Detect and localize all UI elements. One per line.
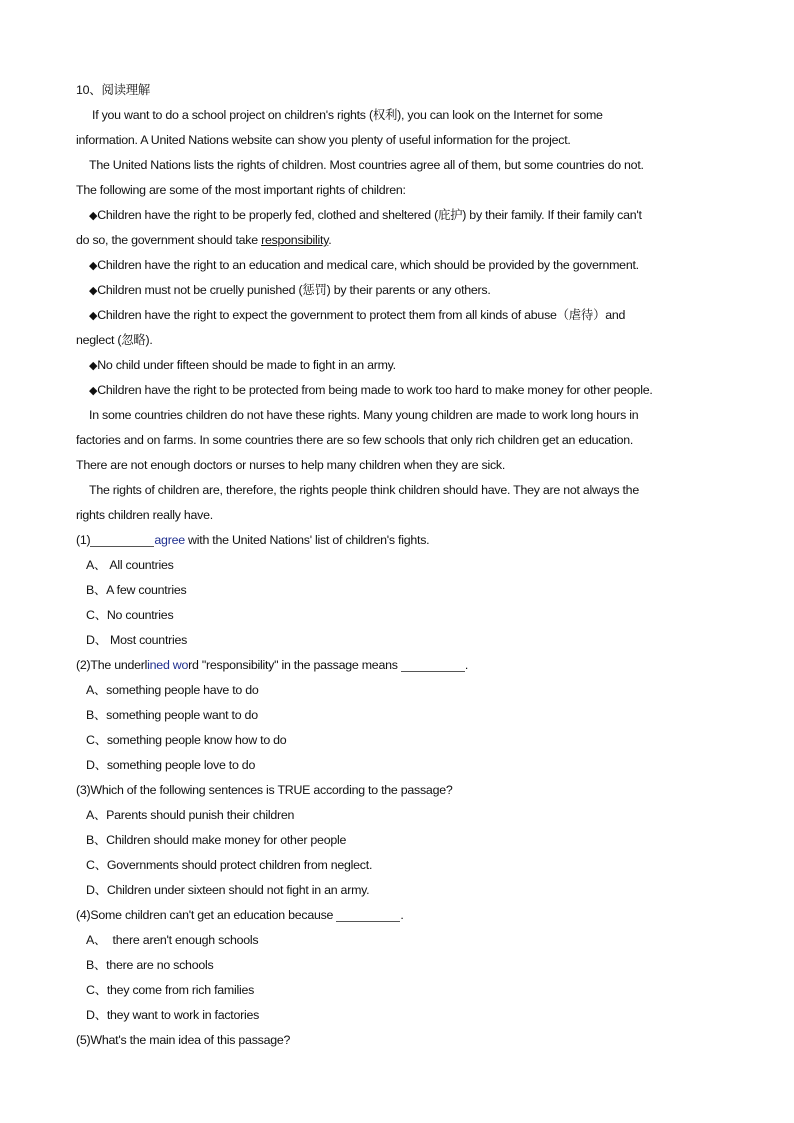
bullet-item: ◆Children have the right to expect the government to protect them from all kinds of abuse（虐待）and	[89, 308, 626, 322]
option-b: B、Children should make money for other people	[86, 833, 347, 847]
option-d: D、 Most countries	[86, 633, 188, 647]
passage-p1-line1: If you want to do a school project on children's rights (权利), you can look on the Internet for some	[92, 108, 603, 122]
underlined-word: responsibility	[261, 233, 329, 247]
question-number: (1)	[76, 533, 91, 547]
answer-blank	[90, 532, 154, 547]
diamond-bullet-icon: ◆	[89, 360, 98, 372]
option-a: A、 All countries	[86, 558, 174, 572]
question-3	[76, 778, 726, 903]
question-stem: (3)Which of the following sentences is TRUE according to the passage?	[76, 783, 453, 797]
option-d: D、they want to work in factories	[86, 1008, 260, 1022]
option-d: D、Children under sixteen should not fight in an army.	[86, 883, 370, 897]
diamond-bullet-icon: ◆	[89, 260, 98, 272]
passage-p1-line2: information. A United Nations website can show you plenty of useful information for the project.	[76, 133, 571, 147]
bullet-item: ◆No child under fifteen should be made to fight in an army.	[89, 358, 396, 372]
option-b: B、there are no schools	[86, 958, 214, 972]
option-c: C、No countries	[86, 608, 174, 622]
option-a: A、 there aren't enough schools	[86, 933, 259, 947]
diamond-bullet-icon: ◆	[89, 210, 98, 222]
bullet-item: ◆Children have the right to be protected from being made to work too hard to make money for other people.	[89, 383, 653, 397]
question-stem: (4)Some children can't get an education because .	[76, 908, 404, 922]
bullet-item: ◆Children must not be cruelly punished (惩罚) by their parents or any others.	[89, 283, 491, 297]
question-number: (3)	[76, 783, 91, 797]
question-number: (5)	[76, 1033, 91, 1047]
passage-p2-line2: The following are some of the most important rights of children:	[76, 183, 406, 197]
diamond-bullet-icon: ◆	[89, 310, 98, 322]
question-stem: (2)The underlined word "responsibility" in the passage means .	[76, 658, 469, 672]
option-c: C、Governments should protect children from neglect.	[86, 858, 373, 872]
option-b: B、A few countries	[86, 583, 187, 597]
passage-p3-line3: There are not enough doctors or nurses to help many children when they are sick.	[76, 458, 506, 472]
passage-p4-line1: The rights of children are, therefore, the rights people think children should have. They are not always the	[89, 483, 639, 497]
answer-blank	[336, 907, 400, 922]
option-a: A、something people have to do	[86, 683, 259, 697]
question-4	[76, 903, 726, 1028]
bullet-item-continuation: do so, the government should take responsibility.	[76, 233, 332, 247]
bullet-item-continuation: neglect (忽略).	[76, 333, 153, 347]
question-stem: (1) agree with the United Nations' list of children's fights.	[76, 533, 430, 547]
diamond-bullet-icon: ◆	[89, 385, 98, 397]
option-d: D、something people love to do	[86, 758, 256, 772]
document-page	[76, 78, 726, 1053]
passage-p3-line1: In some countries children do not have these rights. Many young children are made to work long hours in	[89, 408, 639, 422]
passage-p4-line2: rights children really have.	[76, 508, 213, 522]
question-1	[76, 528, 726, 653]
bullet-item: ◆Children have the right to be properly fed, clothed and sheltered (庇护) by their family. If their family can't	[89, 208, 642, 222]
section-number: 10、	[76, 83, 102, 97]
section-heading	[76, 78, 726, 103]
passage-p3-line2: factories and on farms. In some countries there are so few schools that only rich children get an education.	[76, 433, 634, 447]
question-2	[76, 653, 726, 778]
passage-p2-line1: The United Nations lists the rights of children. Most countries agree all of them, but some countries do not.	[89, 158, 644, 172]
question-number: (2)	[76, 658, 91, 672]
question-5	[76, 1028, 726, 1053]
bullet-item: ◆Children have the right to an education and medical care, which should be provided by the government.	[89, 258, 639, 272]
answer-blank	[401, 657, 465, 672]
diamond-bullet-icon: ◆	[89, 285, 98, 297]
option-c: C、they come from rich families	[86, 983, 255, 997]
option-c: C、something people know how to do	[86, 733, 287, 747]
question-number: (4)	[76, 908, 91, 922]
option-a: A、Parents should punish their children	[86, 808, 295, 822]
section-title: 阅读理解	[101, 83, 150, 97]
option-b: B、something people want to do	[86, 708, 258, 722]
passage	[76, 103, 726, 528]
question-stem: (5)What's the main idea of this passage?	[76, 1033, 291, 1047]
